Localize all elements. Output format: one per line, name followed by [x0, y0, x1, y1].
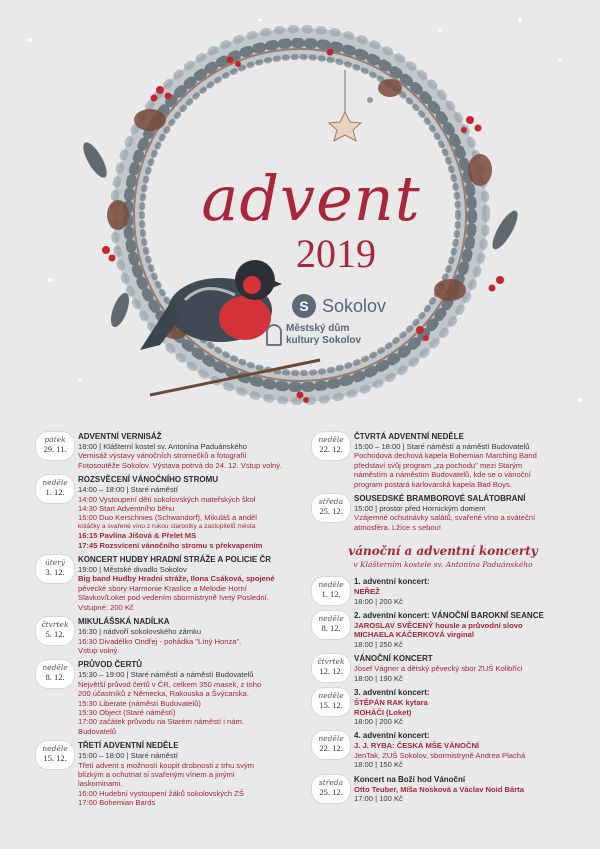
event-body [354, 688, 574, 726]
event-line: Vstup volný. [78, 645, 120, 655]
event-line: Třetí advent s možností koupit drobnosti z trhu svým [78, 760, 254, 770]
event-line: Největší průvod čertů v ČR, celkem 350 masek, z toho [78, 679, 262, 689]
date-number: 8. 12. [321, 623, 341, 634]
event-line: Slavkov/Loket pod vedením sbormistryně Ivety Poslední. [78, 593, 269, 603]
mdk-line1: Městský dům [286, 323, 350, 334]
event-title: PRŮVOD ČERTŮ [78, 660, 143, 670]
date-badge [36, 660, 74, 688]
event-line: 17:00 | 100 Kč [354, 793, 403, 803]
event-title: 3. adventní koncert: [354, 688, 430, 698]
date-day: středa [318, 777, 344, 787]
date-badge [36, 617, 74, 645]
event-line: ROHÁČI (Loket) [354, 707, 412, 717]
event-item [36, 475, 298, 550]
date-number: 1. 12. [45, 487, 65, 498]
date-number: 1. 12. [321, 589, 341, 600]
event-body [354, 494, 574, 532]
event-line: 18:00 | 200 Kč [354, 716, 403, 726]
event-item [312, 611, 574, 649]
event-line: 18:00 | Klášterní kostel sv. Antonína Paduánského [78, 442, 248, 451]
event-line: Vernisáž výstavy vánočních stromečků a fotografií [78, 451, 247, 461]
event-line: 15:00 | prostor před Hornickým domem [354, 504, 486, 514]
date-badge [36, 555, 74, 583]
event-line: 16:30 | nádvoří sokolovského zámku [78, 627, 202, 637]
event-title: SOUSEDSKÉ BRAMBOROVÉ SALÁTOBRANÍ [354, 494, 526, 504]
advent-year: 2019 [296, 231, 376, 276]
date-day: čtvrtek [317, 657, 345, 667]
event-line: atmosféra. Lžíce s sebou! [354, 522, 441, 532]
event-line: 14:00 – 18:00 | Staré náměstí [78, 485, 178, 495]
event-line: 17:45 Rozsvícení vánočního stromu s překvapením [78, 540, 263, 550]
date-day: neděle [318, 691, 344, 701]
event-line: Vstupné: 200 Kč [78, 602, 134, 612]
event-line: Fotosoutěže Sokolov. Výstava potrvá do 24. 12. Vstup volný. [78, 460, 283, 470]
event-body [354, 577, 574, 606]
event-title: VÁNOČNÍ KONCERT [354, 654, 433, 664]
event-title: 4. adventní koncert: [354, 731, 430, 741]
event-line: MICHAELA KÁČERKOVÁ virginal [354, 630, 474, 640]
date-day: neděle [42, 663, 68, 673]
event-line: koláčky a svařené víno z rukou starostky a zastupitelů města [78, 522, 256, 530]
sokolov-logo-icon: S [292, 294, 316, 318]
date-badge [312, 432, 350, 460]
date-day: čtvrtek [41, 620, 69, 630]
event-line: 16:00 Hudební vystoupení žáků sokolovských ZŠ [78, 788, 244, 798]
event-item [312, 577, 574, 606]
event-line: představí svůj program „za pochodu" mezi Starým [354, 460, 523, 470]
event-line: 16:15 Pavlína Jíšová & Přelet MS [78, 531, 197, 541]
event-item [36, 555, 298, 612]
date-number: 29. 11. [43, 444, 67, 454]
event-line: 17:00 začátek průvodu na Starém náměstí i nám. [78, 717, 244, 727]
event-item [36, 660, 298, 736]
event-line: Otto Teuber, Míša Nosková a Václav Noid Bárta [354, 784, 524, 794]
event-body [78, 741, 298, 807]
event-item [36, 741, 298, 807]
event-line: 15:30 Object (Staré náměstí) [78, 707, 176, 717]
event-line: 15:30 – 19:00 | Staré náměstí a náměstí Budovatelů [78, 670, 254, 680]
date-number: 25. 12. [319, 506, 343, 517]
event-line: 18:00 | 250 Kč [354, 639, 403, 649]
date-day: neděle [318, 734, 344, 744]
sokolov-logo [292, 294, 386, 318]
event-title: 1. adventní koncert: [354, 577, 430, 587]
date-badge [36, 432, 74, 460]
date-badge [36, 475, 74, 503]
event-line: 14:30 Start Adventního běhu [78, 504, 175, 514]
date-badge [312, 577, 350, 605]
event-line: 15:30 Liberate (náměstí Budovatelů) [78, 698, 201, 708]
event-line: NEŘEŽ [354, 587, 380, 597]
date-badge [312, 494, 350, 522]
event-line: program postará karlovarská kapela Bad Boys. [354, 479, 512, 489]
event-line: Vzájemné ochutnávky salátů, svařené víno a sváteční [354, 513, 536, 523]
date-number: 5. 12. [45, 629, 65, 640]
event-line: 17:00 Bohemian Bards [78, 798, 156, 808]
right-events [312, 432, 574, 532]
event-line: 14:00 Vystoupení dětí sokolovských mateřských škol [78, 494, 256, 504]
concerts-subheading: v Klášterním kostele sv. Antonína Paduánského [353, 560, 533, 570]
event-item [312, 775, 574, 804]
mdk-line2: kultury Sokolov [286, 335, 362, 346]
date-badge [312, 731, 350, 759]
event-title: ROZSVĚCENÍ VÁNOČNÍHO STROMU [78, 475, 219, 485]
date-badge [312, 688, 350, 716]
concert-list [312, 577, 574, 803]
event-body [354, 775, 574, 804]
event-line: ŠTĚPÁN RAK kytara [354, 698, 428, 708]
event-line: JenTak, ZUŠ Sokolov, sbormistryně Andrea Plachá [354, 750, 526, 760]
event-line: pěvecké sbory Harmonie Kraslice a Melodie Horní [78, 583, 247, 593]
mdk-logo [266, 323, 361, 347]
concerts-heading: vánoční a adventní koncerty [348, 544, 538, 559]
event-item [36, 432, 298, 470]
event-title: ADVENTNÍ VERNISÁŽ [78, 432, 162, 441]
bell-icon [266, 324, 282, 346]
event-body [354, 654, 574, 683]
event-body [354, 731, 574, 769]
event-line: 15:00 Duo Kerschnies (Schwandorf), Mikuláš a anděl [78, 513, 257, 523]
event-item [312, 731, 574, 769]
event-body [78, 432, 298, 470]
event-line: 15:00 – 18:00 | Staré náměstí a náměstí Budovatelů [354, 442, 530, 451]
event-title: ČTVRTÁ ADVENTNÍ NEDĚLE [354, 432, 464, 441]
event-line: blízkým a ochutnat si svařeným vínem a jinými [78, 769, 235, 779]
date-badge [36, 741, 74, 769]
date-number: 3. 12. [45, 567, 65, 578]
event-body [78, 555, 298, 612]
event-line: 15:00 – 18:00 | Staré náměstí [78, 751, 178, 761]
event-title: 2. adventní koncert: VÁNOČNÍ BAROKNÍ SEANCE [354, 611, 544, 621]
event-item [312, 432, 574, 489]
event-line: J. J. RYBA: ČESKÁ MŠE VÁNOČNÍ [354, 741, 480, 751]
event-item [312, 494, 574, 532]
event-line: 18:00 | 150 Kč [354, 760, 403, 770]
event-line: Pochodová dechová kapela Bohemian Marching Band [354, 451, 537, 461]
event-body [78, 475, 298, 550]
event-title: MIKULÁŠSKÁ NADÍLKA [78, 617, 170, 627]
event-body [354, 432, 574, 489]
date-number: 15. 12. [43, 753, 67, 764]
event-line: Josef Vágner a dětský pěvecký sbor ZUŠ Kolibříci [354, 664, 523, 674]
date-number: 15. 12. [319, 700, 343, 711]
event-line: 19:00 | Městské divadlo Sokolov [78, 565, 187, 575]
date-day: neděle [318, 614, 344, 624]
event-line: JAROSLAV SVĚCENÝ housle a průvodní slovo [354, 621, 523, 631]
event-title: Koncert na Boží hod Vánoční [354, 774, 466, 784]
event-item [36, 617, 298, 655]
date-number: 8. 12. [45, 672, 65, 683]
date-day: neděle [318, 435, 344, 444]
date-badge [312, 611, 350, 639]
date-day: neděle [42, 478, 68, 488]
event-item [312, 654, 574, 683]
event-title: TŘETÍ ADVENTNÍ NEDĚLE [78, 741, 179, 751]
event-line: Big band Hudby Hradní stráže, Ilona Csáková, spojené [78, 574, 275, 584]
date-badge [312, 654, 350, 682]
date-number: 22. 12. [319, 444, 343, 454]
program-left-column [36, 432, 298, 813]
date-number: 25. 12. [319, 786, 343, 797]
event-line: 200 účastníků z Německa, Rakouska a Švýcarska. [78, 689, 249, 699]
event-body [78, 617, 298, 655]
date-number: 12. 12. [319, 666, 343, 677]
event-title: KONCERT HUDBY HRADNÍ STRÁŽE A POLICIE ČR [78, 555, 272, 565]
sokolov-logo-text: Sokolov [322, 295, 387, 316]
program-right-column [312, 432, 574, 808]
event-line: 18:00 | 200 Kč [354, 596, 403, 606]
date-day: neděle [318, 580, 344, 590]
advent-title: advent [201, 162, 421, 235]
event-body [78, 660, 298, 736]
event-body [354, 611, 574, 649]
date-day: úterý [44, 558, 66, 568]
date-day: pátek [44, 435, 66, 444]
event-item [312, 688, 574, 726]
event-line: laskominami. [78, 779, 123, 789]
event-line: 16:30 Divadélko Ondřej - pohádka "Líný Honza". [78, 636, 242, 646]
date-day: neděle [42, 744, 68, 754]
date-number: 22. 12. [319, 743, 343, 754]
event-line: Budovatelů [78, 726, 116, 736]
event-line: 18:00 | 190 Kč [354, 673, 403, 683]
date-badge [312, 775, 350, 803]
date-day: středa [318, 497, 344, 507]
event-line: náměstím a náměstím Budovatelů, kde se o vánoční [354, 470, 531, 480]
